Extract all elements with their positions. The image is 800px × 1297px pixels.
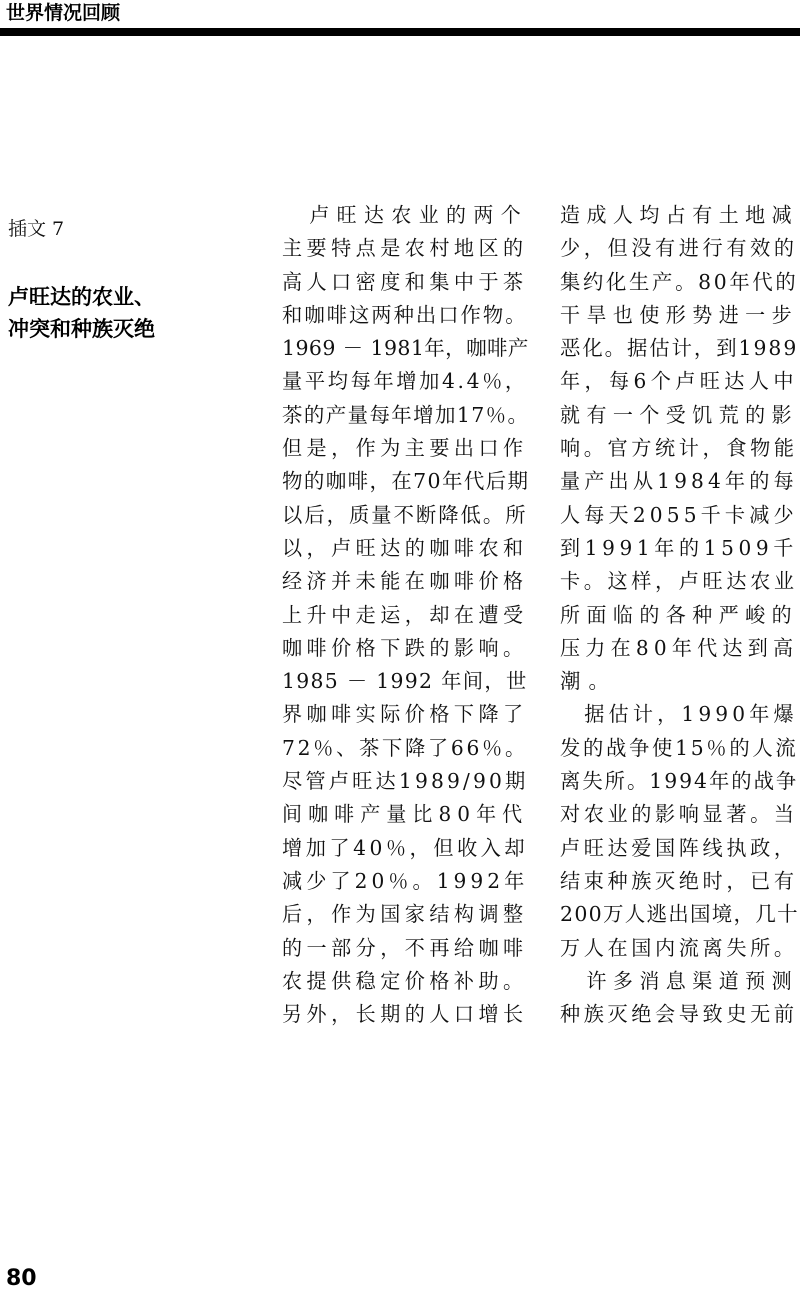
text-line: 1969 － 1981年，咖啡产 <box>282 336 529 361</box>
text-line: 万人在国内流离失所。 <box>560 935 798 960</box>
text-line: 恶化。据估计，到1989 <box>560 336 799 361</box>
text-line: 结束种族灭绝时，已有 <box>560 868 798 893</box>
box-number: 插文 7 <box>8 218 65 240</box>
text-line: 到1991年的1509千 <box>560 535 799 560</box>
text-line: 年，每6个卢旺达人中 <box>560 369 798 394</box>
text-line: 农提供稳定价格补助。 <box>282 968 528 993</box>
text-line: 量平均每年增加4.4％， <box>282 369 528 394</box>
header-rule <box>0 28 800 36</box>
text-line: 以，卢旺达的咖啡农和 <box>282 535 528 560</box>
text-line: 但是，作为主要出口作 <box>282 436 528 461</box>
text-line: 以后，质量不断降低。所 <box>282 502 528 527</box>
text-line: 减少了20％。1992年 <box>282 868 529 893</box>
text-line: 和咖啡这两种出口作物。 <box>282 302 528 327</box>
text-line: 界咖啡实际价格下降了 <box>282 702 528 727</box>
text-line: 后，作为国家结构调整 <box>282 902 528 927</box>
box-title <box>8 281 155 345</box>
text-line: 干旱也使形势进一步 <box>560 302 799 327</box>
text-line: 的一部分，不再给咖啡 <box>282 935 528 960</box>
text-line: 对农业的影响显著。当 <box>560 802 798 827</box>
text-line: 种族灭绝会导致史无前 <box>560 1002 798 1027</box>
text-line: 人每天2055千卡减少 <box>560 502 798 527</box>
text-line: 尽管卢旺达1989/90期 <box>282 769 529 794</box>
text-line: 造成人均占有土地减 <box>560 203 799 227</box>
text-line: 响。官方统计，食物能 <box>560 436 798 461</box>
text-line: 卡。这样，卢旺达农业 <box>560 569 798 594</box>
text-line: 1985 － 1992 年间，世 <box>282 669 528 694</box>
text-line: 发的战争使15％的人流 <box>560 735 799 760</box>
text-line: 卢旺达农业的两个 <box>282 203 529 227</box>
text-line: 茶的产量每年增加17％。 <box>282 402 530 427</box>
text-line: 卢旺达爱国阵线执政， <box>560 835 798 860</box>
page-number: 80 <box>6 1266 37 1291</box>
text-line: 上升中走运，却在遭受 <box>282 602 528 627</box>
text-line: 潮。 <box>560 669 617 694</box>
text-line: 少，但没有进行有效的 <box>560 236 798 261</box>
text-line: 200万人逃出国境，几十 <box>560 902 799 927</box>
text-column-1 <box>282 199 528 1031</box>
text-line: 集约化生产。80年代的 <box>560 269 799 294</box>
text-line: 据估计，1990年爆 <box>560 702 798 727</box>
running-header: 世界情况回顾 <box>6 2 121 24</box>
text-line: 72％、茶下降了66％。 <box>282 735 528 760</box>
text-line: 间咖啡产量比80年代 <box>282 802 529 827</box>
text-line: 就有一个受饥荒的影 <box>560 402 799 427</box>
text-line: 主要特点是农村地区的 <box>282 236 528 261</box>
text-line: 量产出从1984年的每 <box>560 469 798 494</box>
text-line: 物的咖啡，在70年代后期 <box>282 469 530 494</box>
text-column-2 <box>560 199 798 1031</box>
text-line: 许多消息渠道预测 <box>560 968 799 993</box>
text-line: 增加了40％，但收入却 <box>282 835 529 860</box>
box-title-line: 冲突和种族灭绝 <box>8 317 155 341</box>
text-line: 离失所。1994年的战争 <box>560 769 799 794</box>
text-line: 压力在80年代达到高 <box>560 635 799 660</box>
text-line: 经济并未能在咖啡价格 <box>282 569 528 594</box>
text-line: 咖啡价格下跌的影响。 <box>282 635 528 660</box>
text-line: 所面临的各种严峻的 <box>560 602 799 627</box>
text-line: 另外，长期的人口增长 <box>282 1002 528 1027</box>
text-line: 高人口密度和集中于茶 <box>282 269 528 294</box>
box-title-line: 卢旺达的农业、 <box>8 285 155 309</box>
